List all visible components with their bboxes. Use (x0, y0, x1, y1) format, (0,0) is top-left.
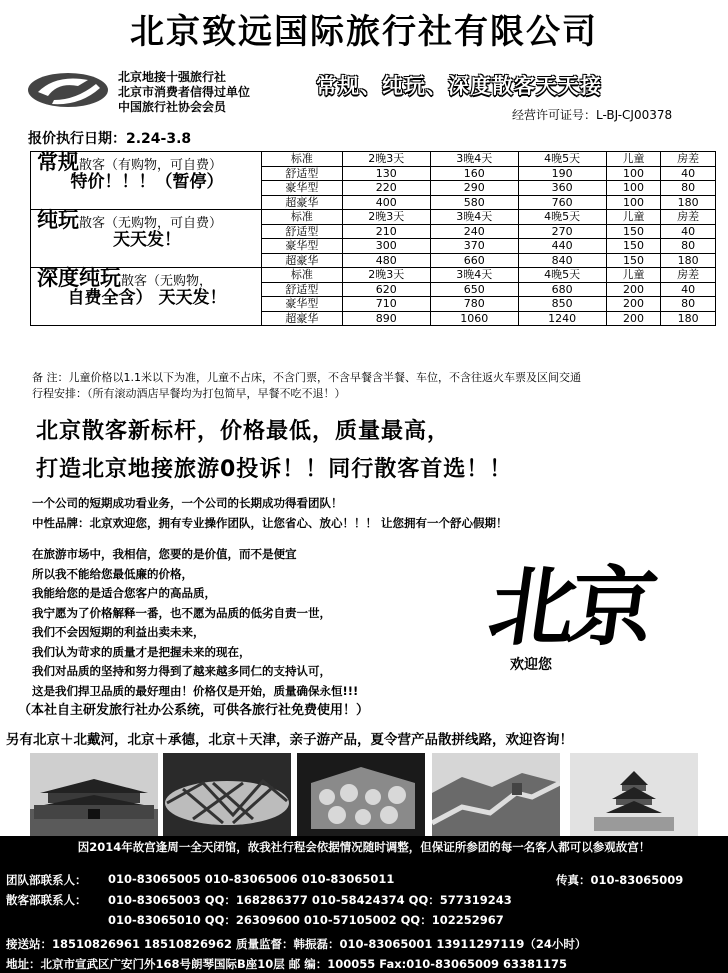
badge-item: 中国旅行社协会会员 (118, 100, 227, 114)
badge-list (118, 70, 250, 115)
price-cell: 200 (606, 311, 661, 326)
fax-number: 传真：010-83065009 (556, 873, 684, 887)
intro-block (32, 494, 508, 533)
price-date: 报价执行日期：2.24-3.8 (28, 131, 192, 147)
price-cell: 1060 (430, 311, 518, 326)
price-header-cell: 3晚4天 (430, 268, 518, 283)
category-subtitle: 散客（无购物， (121, 274, 213, 289)
company-title: 北京致远国际旅行社有限公司 (130, 12, 598, 52)
price-cell: 440 (518, 239, 606, 254)
price-cell: 680 (518, 282, 606, 297)
price-cell: 300 (342, 239, 430, 254)
price-cell: 290 (430, 181, 518, 196)
creed-line: 在旅游市场中，我相信，您要的是价值，而不是便宜 (32, 547, 297, 561)
price-cell: 190 (518, 166, 606, 181)
badge-item: 北京市消费者信得过单位 (118, 85, 251, 99)
intro-line: 中性品牌：北京欢迎您，拥有专业操作团队，让您省心、放心！！！ 让您拥有一个舒心假期！ (32, 515, 508, 530)
price-header-cell: 2晚3天 (342, 152, 430, 167)
price-cell: 760 (518, 195, 606, 210)
price-cell: 80 (661, 181, 716, 196)
remark-text: 备 注：儿童价格以1.1米以下为准，儿童不占床，不含门票，不含早餐含半餐、车位，不含往返火车票及区间交通 (32, 371, 581, 384)
price-cell: 850 (518, 297, 606, 312)
price-cell: 1240 (518, 311, 606, 326)
price-cell: 80 (661, 297, 716, 312)
price-header-cell: 标准 (262, 210, 343, 225)
tour-category (31, 152, 262, 210)
price-cell: 220 (342, 181, 430, 196)
category-title: 纯玩 (37, 208, 79, 232)
price-cell: 舒适型 (262, 166, 343, 181)
price-cell: 100 (606, 181, 661, 196)
extra-products: 另有北京＋北戴河，北京＋承德，北京＋天津，亲子游产品，夏令营产品散拼线路，欢迎咨询！ (6, 732, 573, 748)
price-header-cell: 3晚4天 (430, 210, 518, 225)
price-header-cell: 3晚4天 (430, 152, 518, 167)
price-cell: 超豪华 (262, 311, 343, 326)
price-cell: 160 (430, 166, 518, 181)
price-cell: 超豪华 (262, 253, 343, 268)
address-line: 地址：北京市宣武区广安门外168号朗琴国际B座10层 邮 编：100055 Fax:010-83065009 63381175 (6, 957, 568, 971)
price-cell: 580 (430, 195, 518, 210)
price-cell: 豪华型 (262, 297, 343, 312)
price-cell: 40 (661, 282, 716, 297)
price-cell: 210 (342, 224, 430, 239)
team-phones: 010-83065005 010-83065006 010-83065011 (108, 872, 395, 886)
price-header-cell: 4晚5天 (518, 210, 606, 225)
badge-item: 北京地接十强旅行社 (118, 70, 227, 84)
price-cell: 240 (430, 224, 518, 239)
price-header-row (31, 210, 716, 225)
price-cell: 150 (606, 239, 661, 254)
creed-line: 我宁愿为了价格解释一番，也不愿为品质的低劣自责一世， (32, 605, 331, 620)
headline-1: 北京散客新标杆，价格最低，质量最高， (36, 419, 451, 444)
price-header-cell: 4晚5天 (518, 152, 606, 167)
price-cell: 舒适型 (262, 282, 343, 297)
price-cell: 660 (430, 253, 518, 268)
price-header-cell: 儿童 (606, 268, 661, 283)
creed-line: 我能给您的是适合您客户的高品质， (32, 586, 216, 600)
price-cell: 710 (342, 297, 430, 312)
category-status: 天天发！ (113, 230, 181, 250)
price-cell: 780 (430, 297, 518, 312)
price-header-row (31, 152, 716, 167)
price-cell: 舒适型 (262, 224, 343, 239)
calligraphy-big: 北京 (482, 557, 658, 658)
creed-block (18, 545, 370, 721)
price-header-cell: 房差 (661, 152, 716, 167)
category-subtitle: 散客（无购物，可自费） (79, 216, 223, 231)
price-cell: 40 (661, 166, 716, 181)
price-cell: 豪华型 (262, 239, 343, 254)
price-header-row (31, 268, 716, 283)
creed-line: 我们认为苛求的质量才是把握未来的现在， (32, 644, 251, 659)
tour-category (31, 210, 262, 268)
category-title: 常规 (37, 150, 79, 174)
price-cell: 370 (430, 239, 518, 254)
creed-line: 我们对品质的坚持和努力得到了越来越多同仁的支持认可， (32, 664, 331, 678)
price-cell: 360 (518, 181, 606, 196)
category-title: 深度纯玩 (37, 266, 121, 290)
price-cell: 200 (606, 282, 661, 297)
price-cell: 840 (518, 253, 606, 268)
pickup-line: 接送站：18510826961 18510826962 质量监督：韩振磊：010-83065001 13911297119（24小时） (6, 937, 587, 951)
price-cell: 480 (342, 253, 430, 268)
price-cell: 890 (342, 311, 430, 326)
price-cell: 豪华型 (262, 181, 343, 196)
price-cell: 100 (606, 166, 661, 181)
photo-tiananmen (30, 753, 158, 837)
closure-notice: 因2014年故宫逢周一全天闭馆，故我社行程会依据情况随时调整，但保证所参团的每一名客人都可以参观故宫！ (77, 840, 651, 854)
price-header-cell: 2晚3天 (342, 268, 430, 283)
license-number: 经营许可证号：L-BJ-CJ00378 (512, 108, 673, 122)
price-cell: 650 (430, 282, 518, 297)
price-header-cell: 标准 (262, 152, 343, 167)
sanke-line-1: 010-83065003 QQ：168286377 010-58424374 QQ：577319243 (108, 893, 512, 907)
price-cell: 100 (606, 195, 661, 210)
price-header-cell: 4晚5天 (518, 268, 606, 283)
price-table (30, 151, 716, 326)
footer-contacts (0, 836, 728, 973)
photo-birds-nest (163, 753, 291, 837)
price-cell: 620 (342, 282, 430, 297)
price-cell: 400 (342, 195, 430, 210)
price-header-cell: 儿童 (606, 210, 661, 225)
intro-line: 一个公司的短期成功看业务，一个公司的长期成功得看团队！ (32, 496, 343, 510)
schedule-text: 行程安排：（所有滚动酒店早餐均为打包简早，早餐不吃不退！） (32, 387, 346, 400)
price-cell: 130 (342, 166, 430, 181)
creed-line: 这是我们捍卫品质的最好理由！价格仅是开始，质量确保永恒!!! (32, 683, 359, 698)
company-logo (26, 70, 110, 110)
photo-water-cube (297, 753, 425, 837)
price-header-cell: 房差 (661, 210, 716, 225)
price-cell: 180 (661, 195, 716, 210)
system-note: （本社自主研发旅行社办公系统，可供各旅行社免费使用！） (18, 703, 370, 718)
team-label: 团队部联系人： (6, 873, 87, 887)
tour-category (31, 268, 262, 326)
price-cell: 80 (661, 239, 716, 254)
notes-block (32, 370, 581, 402)
creed-line: 我们不会因短期的利益出卖未来， (32, 625, 205, 639)
price-cell: 180 (661, 311, 716, 326)
price-header-cell: 2晚3天 (342, 210, 430, 225)
price-cell: 180 (661, 253, 716, 268)
beijing-calligraphy (482, 548, 710, 688)
category-subtitle: 散客（有购物，可自费） (79, 158, 223, 173)
price-header-cell: 标准 (262, 268, 343, 283)
photo-great-wall (432, 753, 560, 837)
price-cell: 150 (606, 253, 661, 268)
calligraphy-small: 欢迎您 (510, 657, 552, 673)
category-status: 特价！！！（暂停） (70, 172, 224, 192)
sanke-label: 散客部联系人： (6, 893, 87, 907)
price-header-cell: 房差 (661, 268, 716, 283)
price-cell: 150 (606, 224, 661, 239)
price-cell: 超豪华 (262, 195, 343, 210)
price-cell: 270 (518, 224, 606, 239)
photo-temple-of-heaven (570, 753, 698, 837)
slogan: 常规、纯玩、深度散客天天接 (316, 74, 602, 98)
price-header-cell: 儿童 (606, 152, 661, 167)
creed-line: 所以我不能给您最低廉的价格， (32, 566, 193, 581)
sanke-line-2: 010-83065010 QQ：26309600 010-57105002 QQ：102252967 (108, 913, 504, 927)
headline-2: 打造北京地接旅游0投诉！！同行散客首选！！ (36, 457, 513, 482)
price-cell: 40 (661, 224, 716, 239)
price-cell: 200 (606, 297, 661, 312)
category-status: 自费全含） 天天发！ (67, 288, 227, 308)
